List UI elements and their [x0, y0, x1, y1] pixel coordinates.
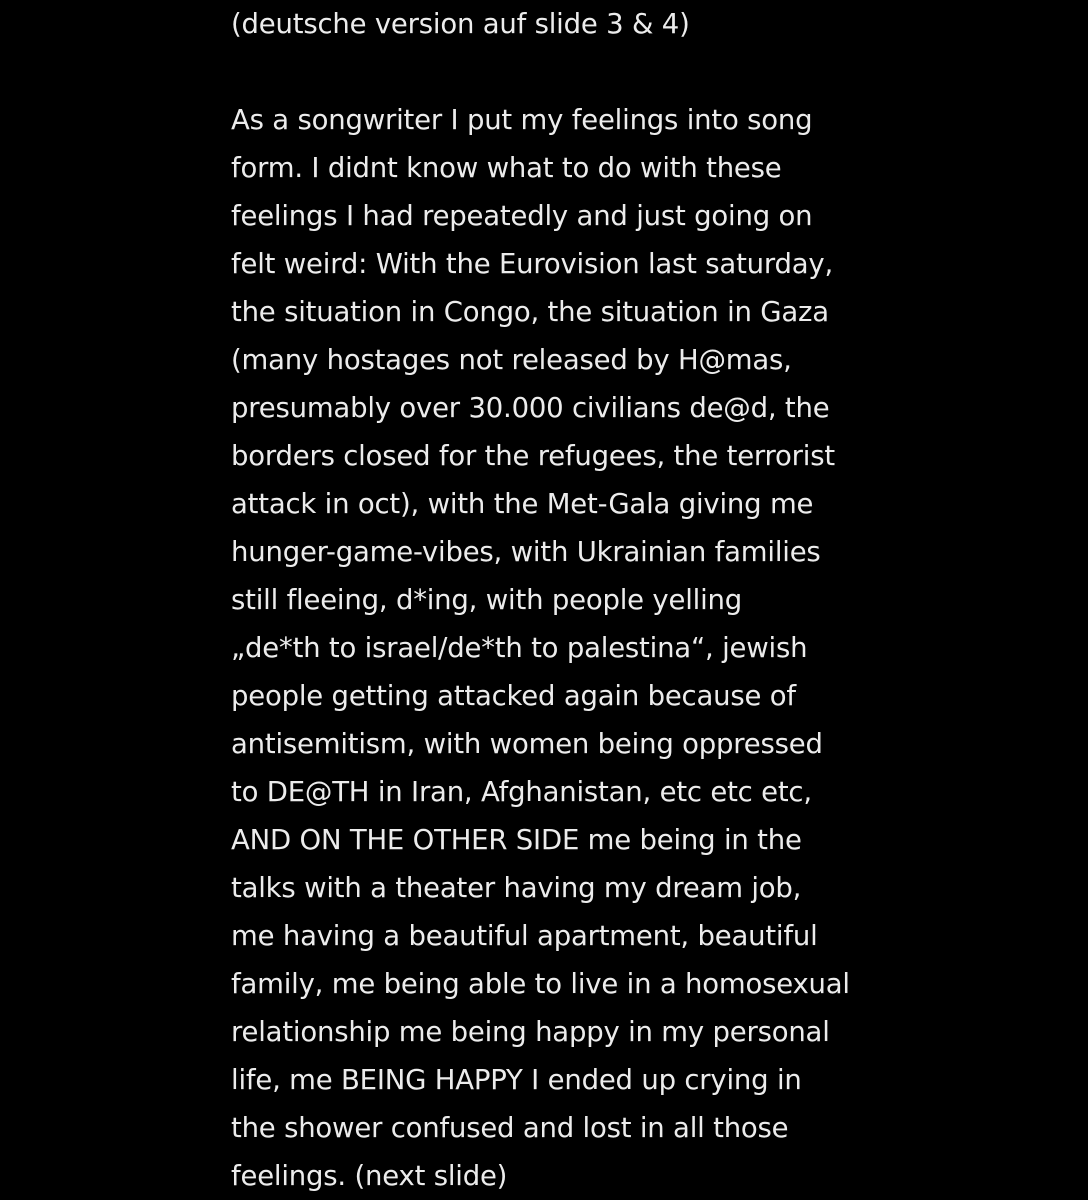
text-line: borders closed for the refugees, the terrorist: [231, 440, 835, 472]
text-line: life, me BEING HAPPY I ended up crying in: [231, 1064, 802, 1096]
text-line: talks with a theater having my dream job,: [231, 872, 802, 904]
text-line: the situation in Congo, the situation in Gaza: [231, 296, 829, 328]
text-line: As a songwriter I put my feelings into song: [231, 104, 813, 136]
text-line: presumably over 30.000 civilians de@d, the: [231, 392, 830, 424]
text-line: feelings I had repeatedly and just going on: [231, 200, 813, 232]
note-text-block: [231, 0, 1051, 1200]
text-line: family, me being able to live in a homosexual: [231, 968, 850, 1000]
text-line: hunger-game-vibes, with Ukrainian families: [231, 536, 821, 568]
text-line: me having a beautiful apartment, beautiful: [231, 920, 818, 952]
text-line: „de*th to israel/de*th to palestina“, jewish: [231, 632, 808, 664]
text-line: (many hostages not released by H@mas,: [231, 344, 792, 376]
text-line: relationship me being happy in my personal: [231, 1016, 830, 1048]
text-line: the shower confused and lost in all those: [231, 1112, 789, 1144]
text-line: antisemitism, with women being oppressed: [231, 728, 823, 760]
text-line: AND ON THE OTHER SIDE me being in the: [231, 824, 802, 856]
text-line: felt weird: With the Eurovision last saturday,: [231, 248, 834, 280]
text-line: attack in oct), with the Met-Gala giving me: [231, 488, 814, 520]
text-line: still fleeing, d*ing, with people yelling: [231, 584, 742, 616]
text-line: form. I didnt know what to do with these: [231, 152, 782, 184]
paragraph-spacer: [231, 48, 1051, 96]
text-line: people getting attacked again because of: [231, 680, 796, 712]
text-line: feelings. (next slide): [231, 1160, 508, 1192]
intro-line: (deutsche version auf slide 3 & 4): [231, 8, 690, 40]
text-line: to DE@TH in Iran, Afghanistan, etc etc etc,: [231, 776, 812, 808]
